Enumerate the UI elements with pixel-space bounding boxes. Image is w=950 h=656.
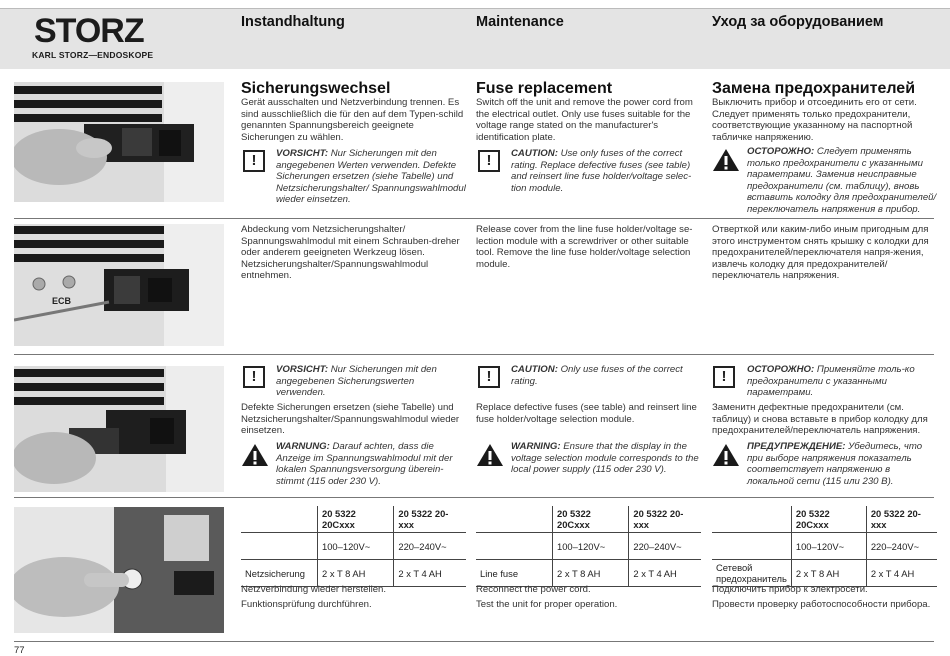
fuse-table-ru <box>712 506 937 587</box>
photo-fuse-holder-1 <box>14 82 224 202</box>
warning-triangle-icon <box>712 443 740 467</box>
photo-fuse-holder-2 <box>14 224 224 346</box>
section3-caution-ru: ОСТОРОЖНО: Применяйте толь-ко предохранители с указанными параметрами. <box>747 364 915 399</box>
column-heading-ru: Уход за оборудованием <box>712 14 884 30</box>
device-illustration-3 <box>14 366 224 492</box>
table-row-label: Netzsicherung <box>245 567 305 579</box>
device-illustration-1 <box>14 82 224 202</box>
warning-triangle-icon <box>241 443 269 467</box>
section4-text-ru-2: Провести проверку работоспособности прибора. <box>712 599 931 610</box>
device-illustration-2 <box>14 224 224 346</box>
divider <box>14 641 934 642</box>
title-de: Sicherungswechsel <box>241 80 391 97</box>
table-voltage-cell: 220–240V~ <box>629 533 701 560</box>
section1-text-ru: Выключить прибор и отсоединить его от сети. Следует применять только предохранители, соответствующие указанному на паспортной табличке напряжению. <box>712 97 917 143</box>
section4-text-de-1: Netzverbindung wieder herstellen. <box>241 584 387 595</box>
table-fuse-cell: 2 x T 8 AH <box>791 560 866 587</box>
page-number: 77 <box>14 645 25 656</box>
table-voltage-cell: 220–240V~ <box>866 533 937 560</box>
section4-text-en-2: Test the unit for proper operation. <box>476 599 618 610</box>
section1-caution-de: VORSICHT: Nur Sicherungen mit den angegebenen Werten verwenden. Defekte Sicherungen ersetzen (siehe Tabelle) und Netzsicherungshalter/ Spannungswahlmodul wieder einsetzen. <box>276 148 466 206</box>
caution-icon <box>713 366 735 388</box>
section3-caution-de: VORSICHT: Nur Sicherungen mit den angegebenen Sicherungswerten verwenden. <box>276 364 437 399</box>
fuse-table-en <box>476 506 701 587</box>
caution-icon <box>478 366 500 388</box>
section1-text-de: Gerät ausschalten und Netzverbindung trennen. Es sind ausschließlich die für den auf dem Typen-schild genannten Spannungsbereich geeignete Sicherungen zu wählen. <box>241 97 464 143</box>
warning-triangle-icon <box>712 148 740 172</box>
section4-text-ru-1: Подключить прибор к электросети. <box>712 584 868 595</box>
section3-warning-en: WARNING: Ensure that the display in the voltage selection module corresponds to the local power supply (115 oder 230 V). <box>511 441 699 476</box>
table-fuse-cell: 2 x T 8 AH <box>553 560 629 587</box>
table-fuse-cell: 2 x T 4 AH <box>629 560 701 587</box>
table-col-header: 20 5322 20Cxxx <box>553 506 629 533</box>
section3-text-ru: Заменитн дефектные предохранители (см. таблицу) и снова вставьте в прибор колодку для предохранителей/переключатель напряжения. <box>712 402 928 437</box>
caution-icon <box>478 150 500 172</box>
table-row-label: Line fuse <box>480 567 519 579</box>
table-col-header: 20 5322 20-xxx <box>629 506 701 533</box>
device-illustration-4 <box>14 507 224 633</box>
caution-icon <box>243 366 265 388</box>
section2-text-en: Release cover from the line fuse holder/voltage se-lection module with a screwdriver or other suitable tool. Remove the line fuse holder/voltage selection module. <box>476 224 693 270</box>
divider <box>14 218 934 219</box>
table-col-header: 20 5322 20Cxxx <box>318 506 394 533</box>
photo-fuse-holder-3 <box>14 366 224 492</box>
table-fuse-cell: 2 x T 4 AH <box>866 560 937 587</box>
table-voltage-cell: 100–120V~ <box>318 533 394 560</box>
divider <box>14 354 934 355</box>
section2-text-ru: Отверткой или каким-либо иным пригодным для этого инструментом снять крышку с колодки для предохранителей/переключателя напря-жения, извлечь колодку для предохранителей/ переключатель напряжения. <box>712 224 929 282</box>
brand-logo: STORZ <box>34 12 144 50</box>
table-fuse-cell: 2 x T 4 AH <box>394 560 466 587</box>
photo-power-switch <box>14 507 224 633</box>
section4-text-de-2: Funktionsprüfung durchführen. <box>241 599 372 610</box>
table-voltage-cell: 220–240V~ <box>394 533 466 560</box>
section1-caution-ru: ОСТОРОЖНО: Следует применять только предохранители с указанными параметрами. Заменив неисправные предохранители (см. таблицу), вновь вставить колодку для предохранителей/ переключатель напряжения в прибор. <box>747 146 937 215</box>
column-heading-en: Maintenance <box>476 14 564 30</box>
section2-text-de: Abdeckung vom Netzsicherungshalter/ Spannungswahlmodul mit einem Schrauben-dreher oder anderem geeigneten Werkzeug lösen. Netzsicherungshalter/Spannungswahlmodul entnehmen. <box>241 224 460 282</box>
table-voltage-cell: 100–120V~ <box>791 533 866 560</box>
divider <box>14 497 934 498</box>
title-en: Fuse replacement <box>476 80 613 97</box>
fuse-table-de <box>241 506 466 587</box>
column-heading-de: Instandhaltung <box>241 14 345 30</box>
section3-warning-ru: ПРЕДУПРЕЖДЕНИЕ: Убедитесь, что при выборе напряжения показатель соответствует напряжению в локальной сети (115 или 230 В). <box>747 441 923 487</box>
section3-text-de: Defekte Sicherungen ersetzen (siehe Tabelle) und Netzsicherungshalter/Spannungswahlmodul wieder einsetzen. <box>241 402 460 437</box>
table-col-header: 20 5322 20-xxx <box>394 506 466 533</box>
section3-warning-de: WARNUNG: Darauf achten, dass die Anzeige im Spannungswahlmodul mit der lokalen Spannungsversorgung überein-stimmt (115 oder 230 V). <box>276 441 453 487</box>
table-voltage-cell: 100–120V~ <box>553 533 629 560</box>
table-fuse-cell: 2 x T 8 AH <box>318 560 394 587</box>
ecb-label: ECB <box>52 296 72 306</box>
caution-icon <box>243 150 265 172</box>
table-row-label: Сетевой предохранитель <box>716 562 787 584</box>
warning-triangle-icon <box>476 443 504 467</box>
section3-text-en: Replace defective fuses (see table) and reinsert line fuse holder/voltage selection module. <box>476 402 697 425</box>
section1-text-en: Switch off the unit and remove the power cord from the electrical outlet. Only use fuses suitable for the voltage range stated on the manufacturer's identification plate. <box>476 97 693 143</box>
table-col-header: 20 5322 20Cxxx <box>791 506 866 533</box>
table-col-header: 20 5322 20-xxx <box>866 506 937 533</box>
title-ru: Замена предохранителей <box>712 80 916 97</box>
section3-caution-en: CAUTION: Only use fuses of the correct rating. <box>511 364 683 387</box>
section1-caution-en: CAUTION: Use only fuses of the correct rating. Replace defective fuses (see table) and reinsert line fuse holder/voltage selec-tion module. <box>511 148 692 194</box>
brand-subtitle: KARL STORZ—ENDOSKOPE <box>32 50 154 60</box>
section4-text-en-1: Reconnect the power cord. <box>476 584 591 595</box>
